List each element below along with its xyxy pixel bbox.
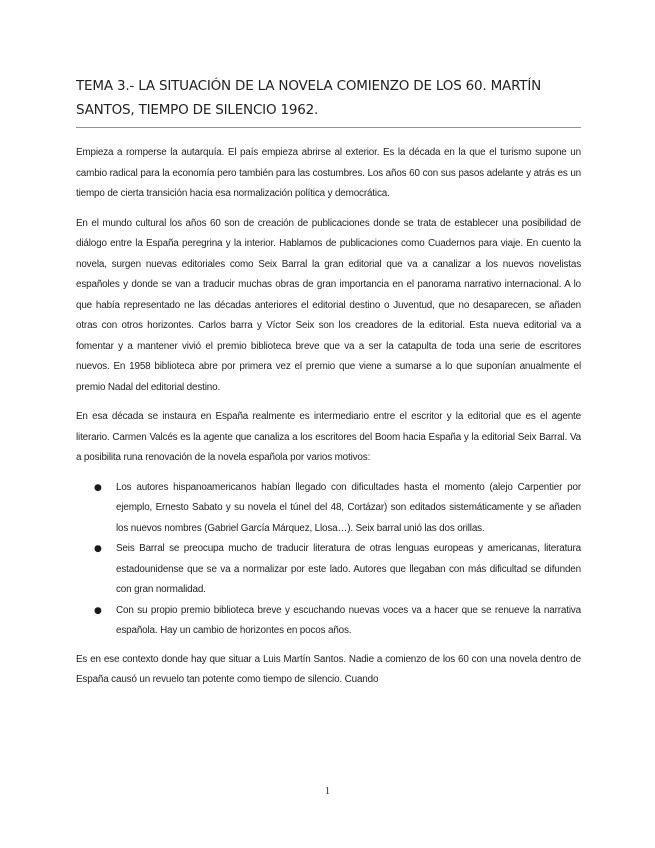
- bullet-icon: ●: [94, 605, 102, 616]
- paragraph: Es en ese contexto donde hay que situar a Luis Martín Santos. Nadie a comienzo de los 60 con una novela dentro de España causó un revuelo tan potente como tiempo de silencio. Cuando: [76, 653, 581, 685]
- title-divider: [76, 127, 581, 128]
- paragraph: Empieza a romperse la autarquía. El país empieza abrirse al exterior. Es la década en la que el turismo supone un cambio radical para la economía pero también para las costumbres. Los años 60 con sus pasos adelante y atrás es un tiempo de cierta transición hacia esa normalización política y democrática.: [76, 147, 581, 199]
- list-item: [76, 539, 581, 601]
- document-title: TEMA 3.- LA SITUACIÓN DE LA NOVELA COMIENZO DE LOS 60. MARTÍN SANTOS, TIEMPO DE SILENCIO 1962.: [76, 78, 542, 118]
- list-item-text: Seis Barral se preocupa mucho de traducir literatura de otras lenguas europeas y americanas, literatura estadounidense que se va a normalizar por este lado. Autores que llegaban con más dificultad se difunden con gran normalidad.: [116, 543, 581, 595]
- paragraph: En esa década se instaura en España realmente es intermediario entre el escritor y la editorial que es el agente literario. Carmen Valcés es la agente que canaliza a los escritores del Boom hacia España y la editorial Seix Barral. Va a posibilita runa renovación de la novela española por varios motivos:: [76, 411, 581, 463]
- bullet-icon: ●: [94, 482, 102, 493]
- bullet-list: [76, 478, 581, 642]
- paragraph: En el mundo cultural los años 60 son de creación de publicaciones donde se trata de establecer una posibilidad de diálogo entre la España peregrina y la interior. Hablamos de publicaciones como Cuadernos para viaje. En cuento la novela, surgen nuevas editoriales como Seix Barral la gran editorial que va a canalizar a los nuevos novelistas españoles y donde se van a traducir muchas obras de gran importancia en el panorama narrativo internacional. A lo que había representado ne las décadas anteriores el editorial destino o Juventud, que no desaparecen, se añaden otras con otros horizontes. Carlos barra y Víctor Seix son los creadores de la editorial. Esta nueva editorial va a fomentar y a mantener vivió el premio biblioteca breve que va a ser la catapulta de toda una serie de escritores nuevos. En 1958 biblioteca abre por primera vez el premio que viene a sumarse a lo que suponían anualmente el premio Nadal del editorial destino.: [76, 217, 581, 393]
- list-item: [76, 601, 581, 642]
- list-item-text: Con su propio premio biblioteca breve y escuchando nuevas voces va a hacer que se renueve la narrativa española. Hay un cambio de horizontes en pocos años.: [116, 604, 581, 636]
- page-number: 1: [325, 786, 330, 797]
- list-item: [76, 478, 581, 540]
- document-body: [76, 143, 581, 700]
- bullet-icon: ●: [94, 544, 102, 554]
- list-item-text: Los autores hispanoamericanos habían llegado con dificultades hasta el momento (alejo Carpentier por ejemplo, Ernesto Sabato y su novela el túnel del 48, Cortázar) son editados sistemáticamente y se añaden los nuevos nombres (Gabriel García Márquez, Llosa…). Seix barral unió las dos orillas.: [116, 481, 581, 534]
